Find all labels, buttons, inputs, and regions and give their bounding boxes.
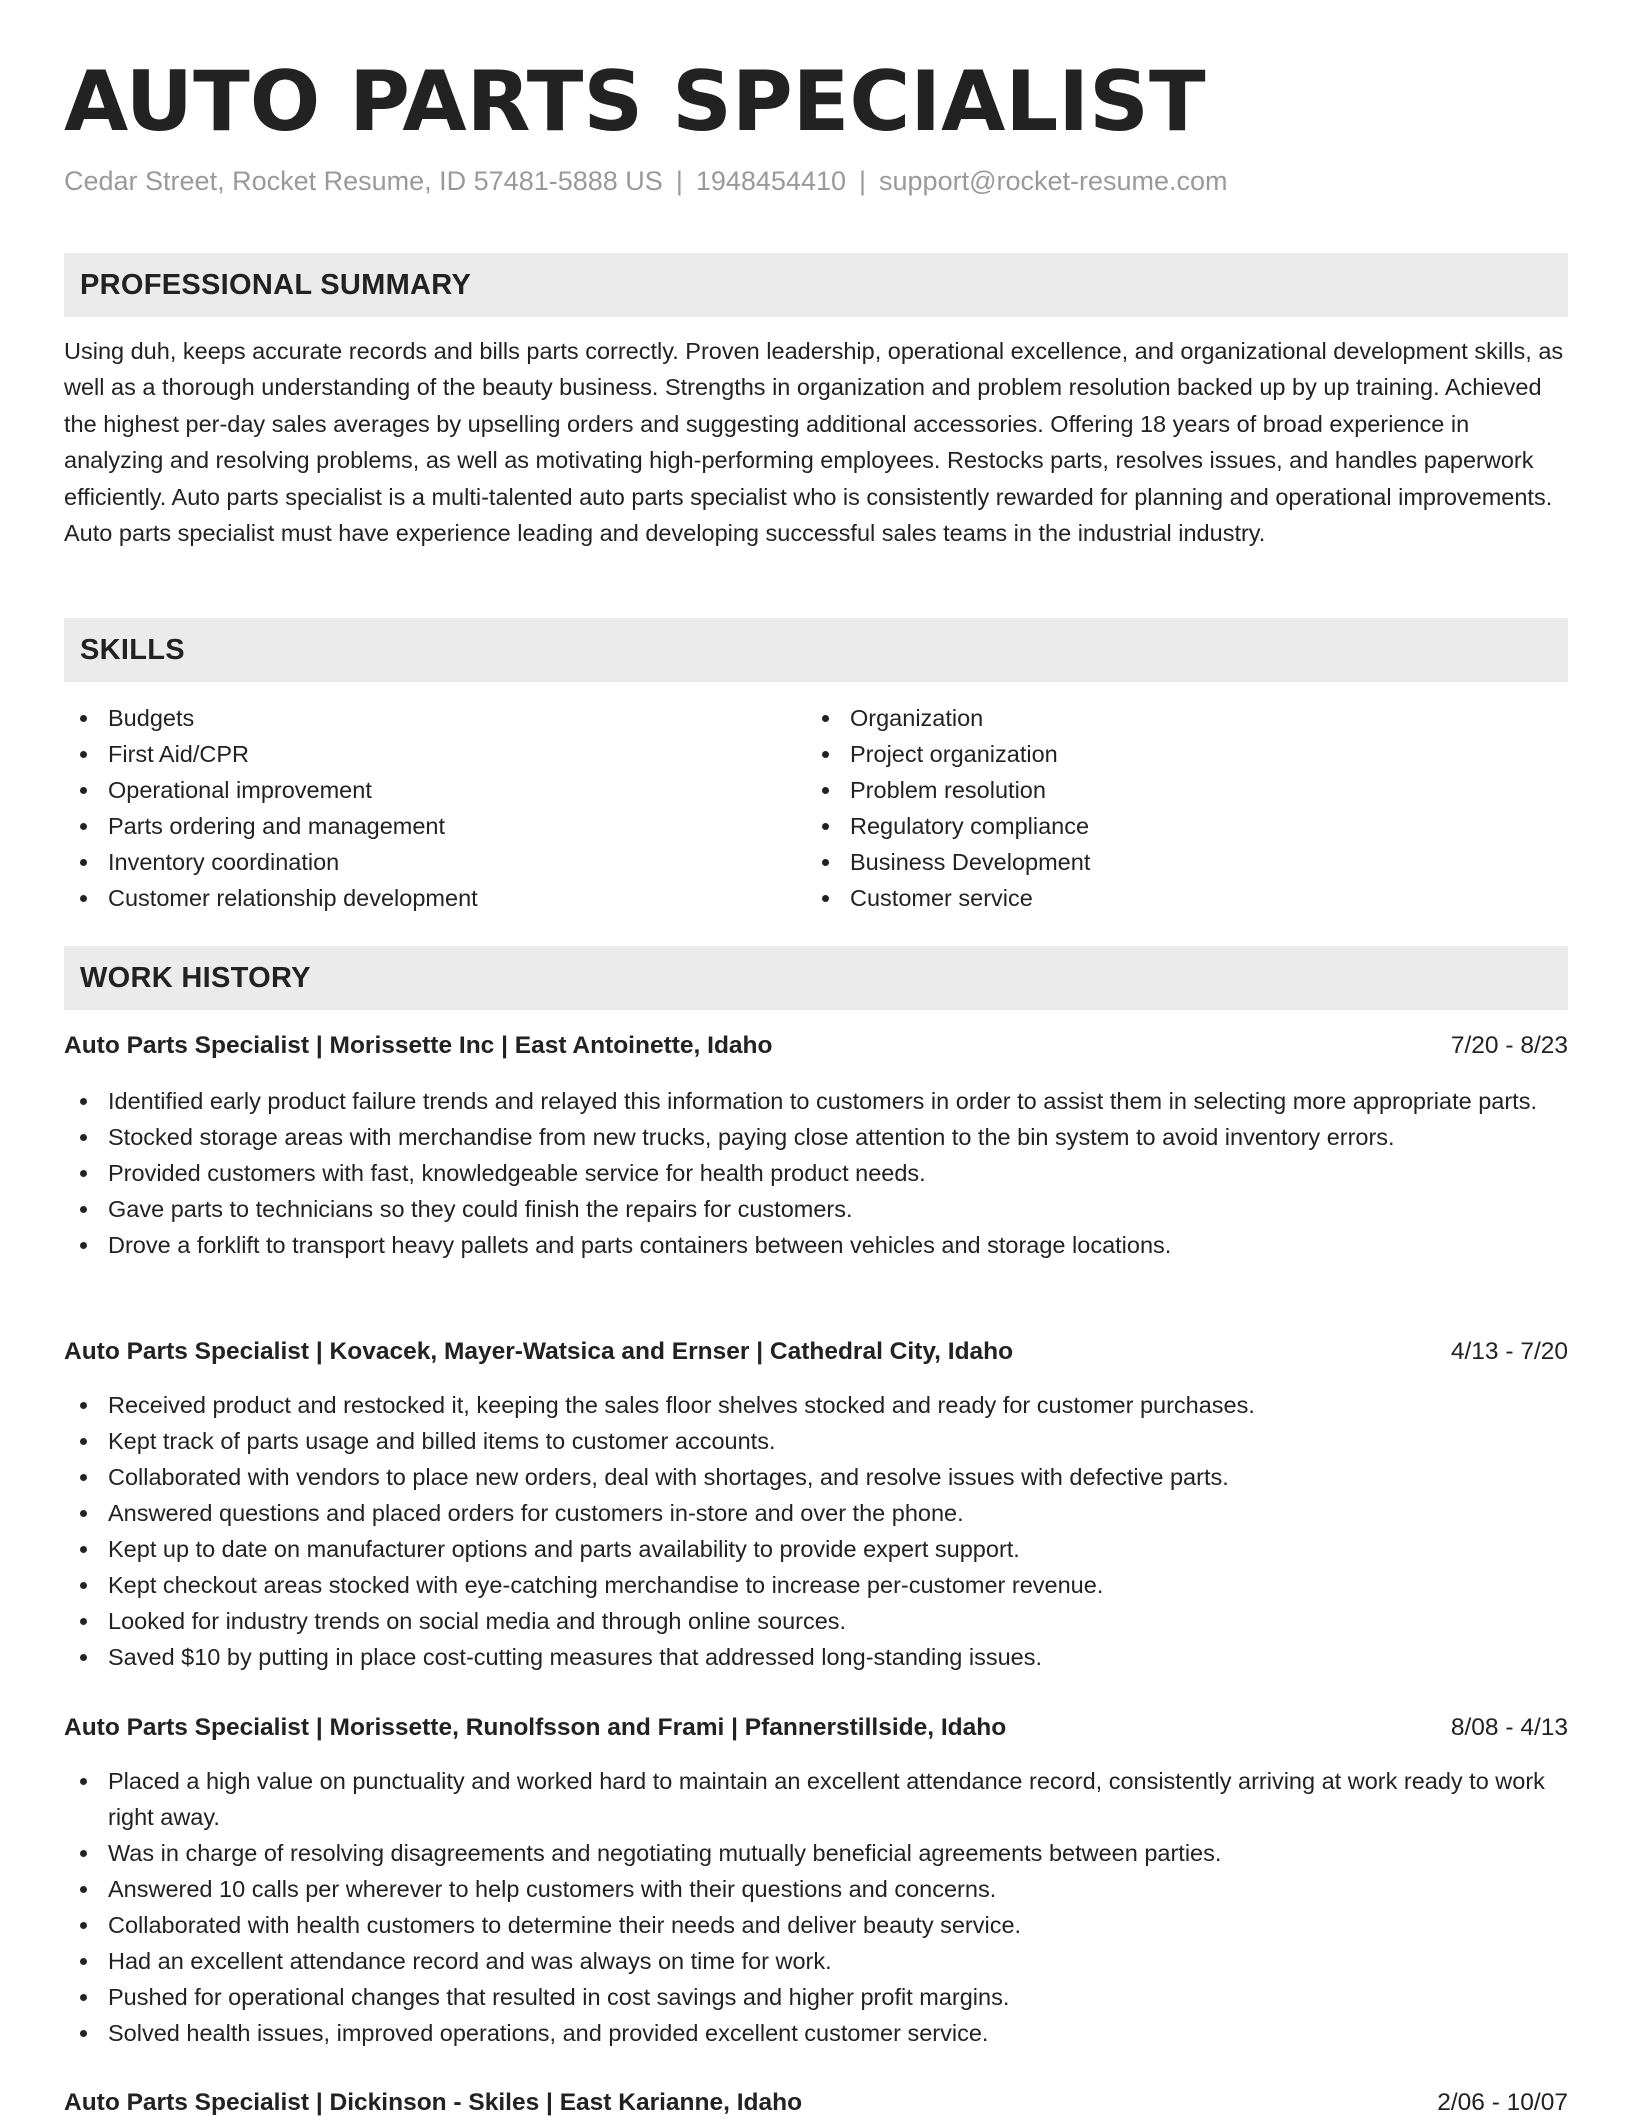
job-bullet: Answered 10 calls per wherever to help customers with their questions and concerns. [64,1871,1568,1907]
skill-item: Customer relationship development [64,880,806,916]
job-bullet: Kept up to date on manufacturer options and parts availability to provide expert support. [64,1531,1568,1567]
job-bullet: Answered questions and placed orders for customers in-store and over the phone. [64,1495,1568,1531]
contact-separator: | [859,166,867,196]
skill-item: Budgets [64,700,806,736]
resume-name: AUTO PARTS SPECIALIST [64,53,1206,150]
skills-heading: SKILLS [64,618,1568,682]
skill-item: Operational improvement [64,772,806,808]
skill-item: First Aid/CPR [64,736,806,772]
job-bullet: Looked for industry trends on social media and through online sources. [64,1603,1568,1639]
job-bullet: Kept track of parts usage and billed items to customer accounts. [64,1423,1568,1459]
contact-address: Cedar Street, Rocket Resume, ID 57481-5888 US [64,166,663,196]
job-title: Auto Parts Specialist | Kovacek, Mayer-Watsica and Ernser | Cathedral City, Idaho [64,1338,1014,1365]
job-bullet: Kept checkout areas stocked with eye-catching merchandise to increase per-customer revenue. [64,1567,1568,1603]
job-bullet: Had an excellent attendance record and was always on time for work. [64,1943,1568,1979]
job-bullet: Provided customers with fast, knowledgeable service for health product needs. [64,1155,1568,1191]
job-title: Auto Parts Specialist | Morissette, Runolfsson and Frami | Pfannerstillside, Idaho [64,1714,1007,1741]
job-bullet: Pushed for operational changes that resulted in cost savings and higher profit margins. [64,1979,1568,2015]
job-header [64,1710,1568,1746]
contact-line [64,166,1228,197]
job-bullet: Received product and restocked it, keeping the sales floor shelves stocked and ready for customer purchases. [64,1387,1568,1423]
job-bullet: Placed a high value on punctuality and worked hard to maintain an excellent attendance record, consistently arriving at work ready to work right away. [64,1763,1568,1835]
job-bullet: Solved health issues, improved operations, and provided excellent customer service. [64,2015,1568,2051]
job-dates: 2/06 - 10/07 [1437,2089,1568,2116]
job-dates: 7/20 - 8/23 [1450,1032,1568,1059]
job-bullet: Identified early product failure trends and relayed this information to customers in order to assist them in selecting more appropriate parts. [64,1083,1568,1119]
job-title: Auto Parts Specialist | Dickinson - Skiles | East Karianne, Idaho [64,2089,803,2116]
job-bullet: Gave parts to technicians so they could finish the repairs for customers. [64,1191,1568,1227]
skill-item: Problem resolution [806,772,1548,808]
job-header [64,1028,1568,1064]
job-title: Auto Parts Specialist | Morissette Inc | East Antoinette, Idaho [64,1032,773,1059]
skill-item: Customer service [806,880,1548,916]
job-bullet: Stocked storage areas with merchandise from new trucks, paying close attention to the bin system to avoid inventory errors. [64,1119,1568,1155]
job-dates: 8/08 - 4/13 [1450,1714,1568,1741]
skills-column-right [806,700,1548,916]
skill-item: Business Development [806,844,1548,880]
job-bullet: Collaborated with vendors to place new orders, deal with shortages, and resolve issues with defective parts. [64,1459,1568,1495]
summary-heading: PROFESSIONAL SUMMARY [64,253,1568,317]
work-history-heading: WORK HISTORY [64,946,1568,1010]
skill-item: Parts ordering and management [64,808,806,844]
contact-phone: 1948454410 [695,166,846,196]
skill-item: Regulatory compliance [806,808,1548,844]
skills-column-left [64,700,806,916]
job-bullet: Collaborated with health customers to determine their needs and deliver beauty service. [64,1907,1568,1943]
skill-item: Organization [806,700,1548,736]
job-header [64,1334,1568,1370]
job-dates: 4/13 - 7/20 [1450,1338,1568,1365]
summary-text: Using duh, keeps accurate records and bills parts correctly. Proven leadership, operational excellence, and organizational development skills, as well as a thorough understanding of the beauty business. Strengths in organization and problem resolution backed up by up training. Achieved the highest per-day sales averages by upselling orders and suggesting additional accessories. Offering 18 years of broad experience in analyzing and resolving problems, as well as motivating high-performing employees. Restocks parts, resolves issues, and handles paperwork efficiently. Auto parts specialist is a multi-talented auto parts specialist who is consistently rewarded for planning and operational improvements. Auto parts specialist must have experience leading and developing successful sales teams in the industrial industry. [64,338,1564,547]
contact-email: support@rocket-resume.com [879,166,1228,196]
contact-separator: | [675,166,683,196]
job-bullet: Drove a forklift to transport heavy pallets and parts containers between vehicles and storage locations. [64,1227,1568,1263]
job-bullets [64,1387,1568,1675]
job-bullet: Was in charge of resolving disagreements and negotiating mutually beneficial agreements between parties. [64,1835,1568,1871]
job-header [64,2085,1568,2121]
job-bullet: Saved $10 by putting in place cost-cutting measures that addressed long-standing issues. [64,1639,1568,1675]
skill-item: Inventory coordination [64,844,806,880]
skills-list [64,700,1568,916]
job-bullets [64,1083,1568,1263]
job-bullets [64,1763,1568,2051]
skill-item: Project organization [806,736,1548,772]
